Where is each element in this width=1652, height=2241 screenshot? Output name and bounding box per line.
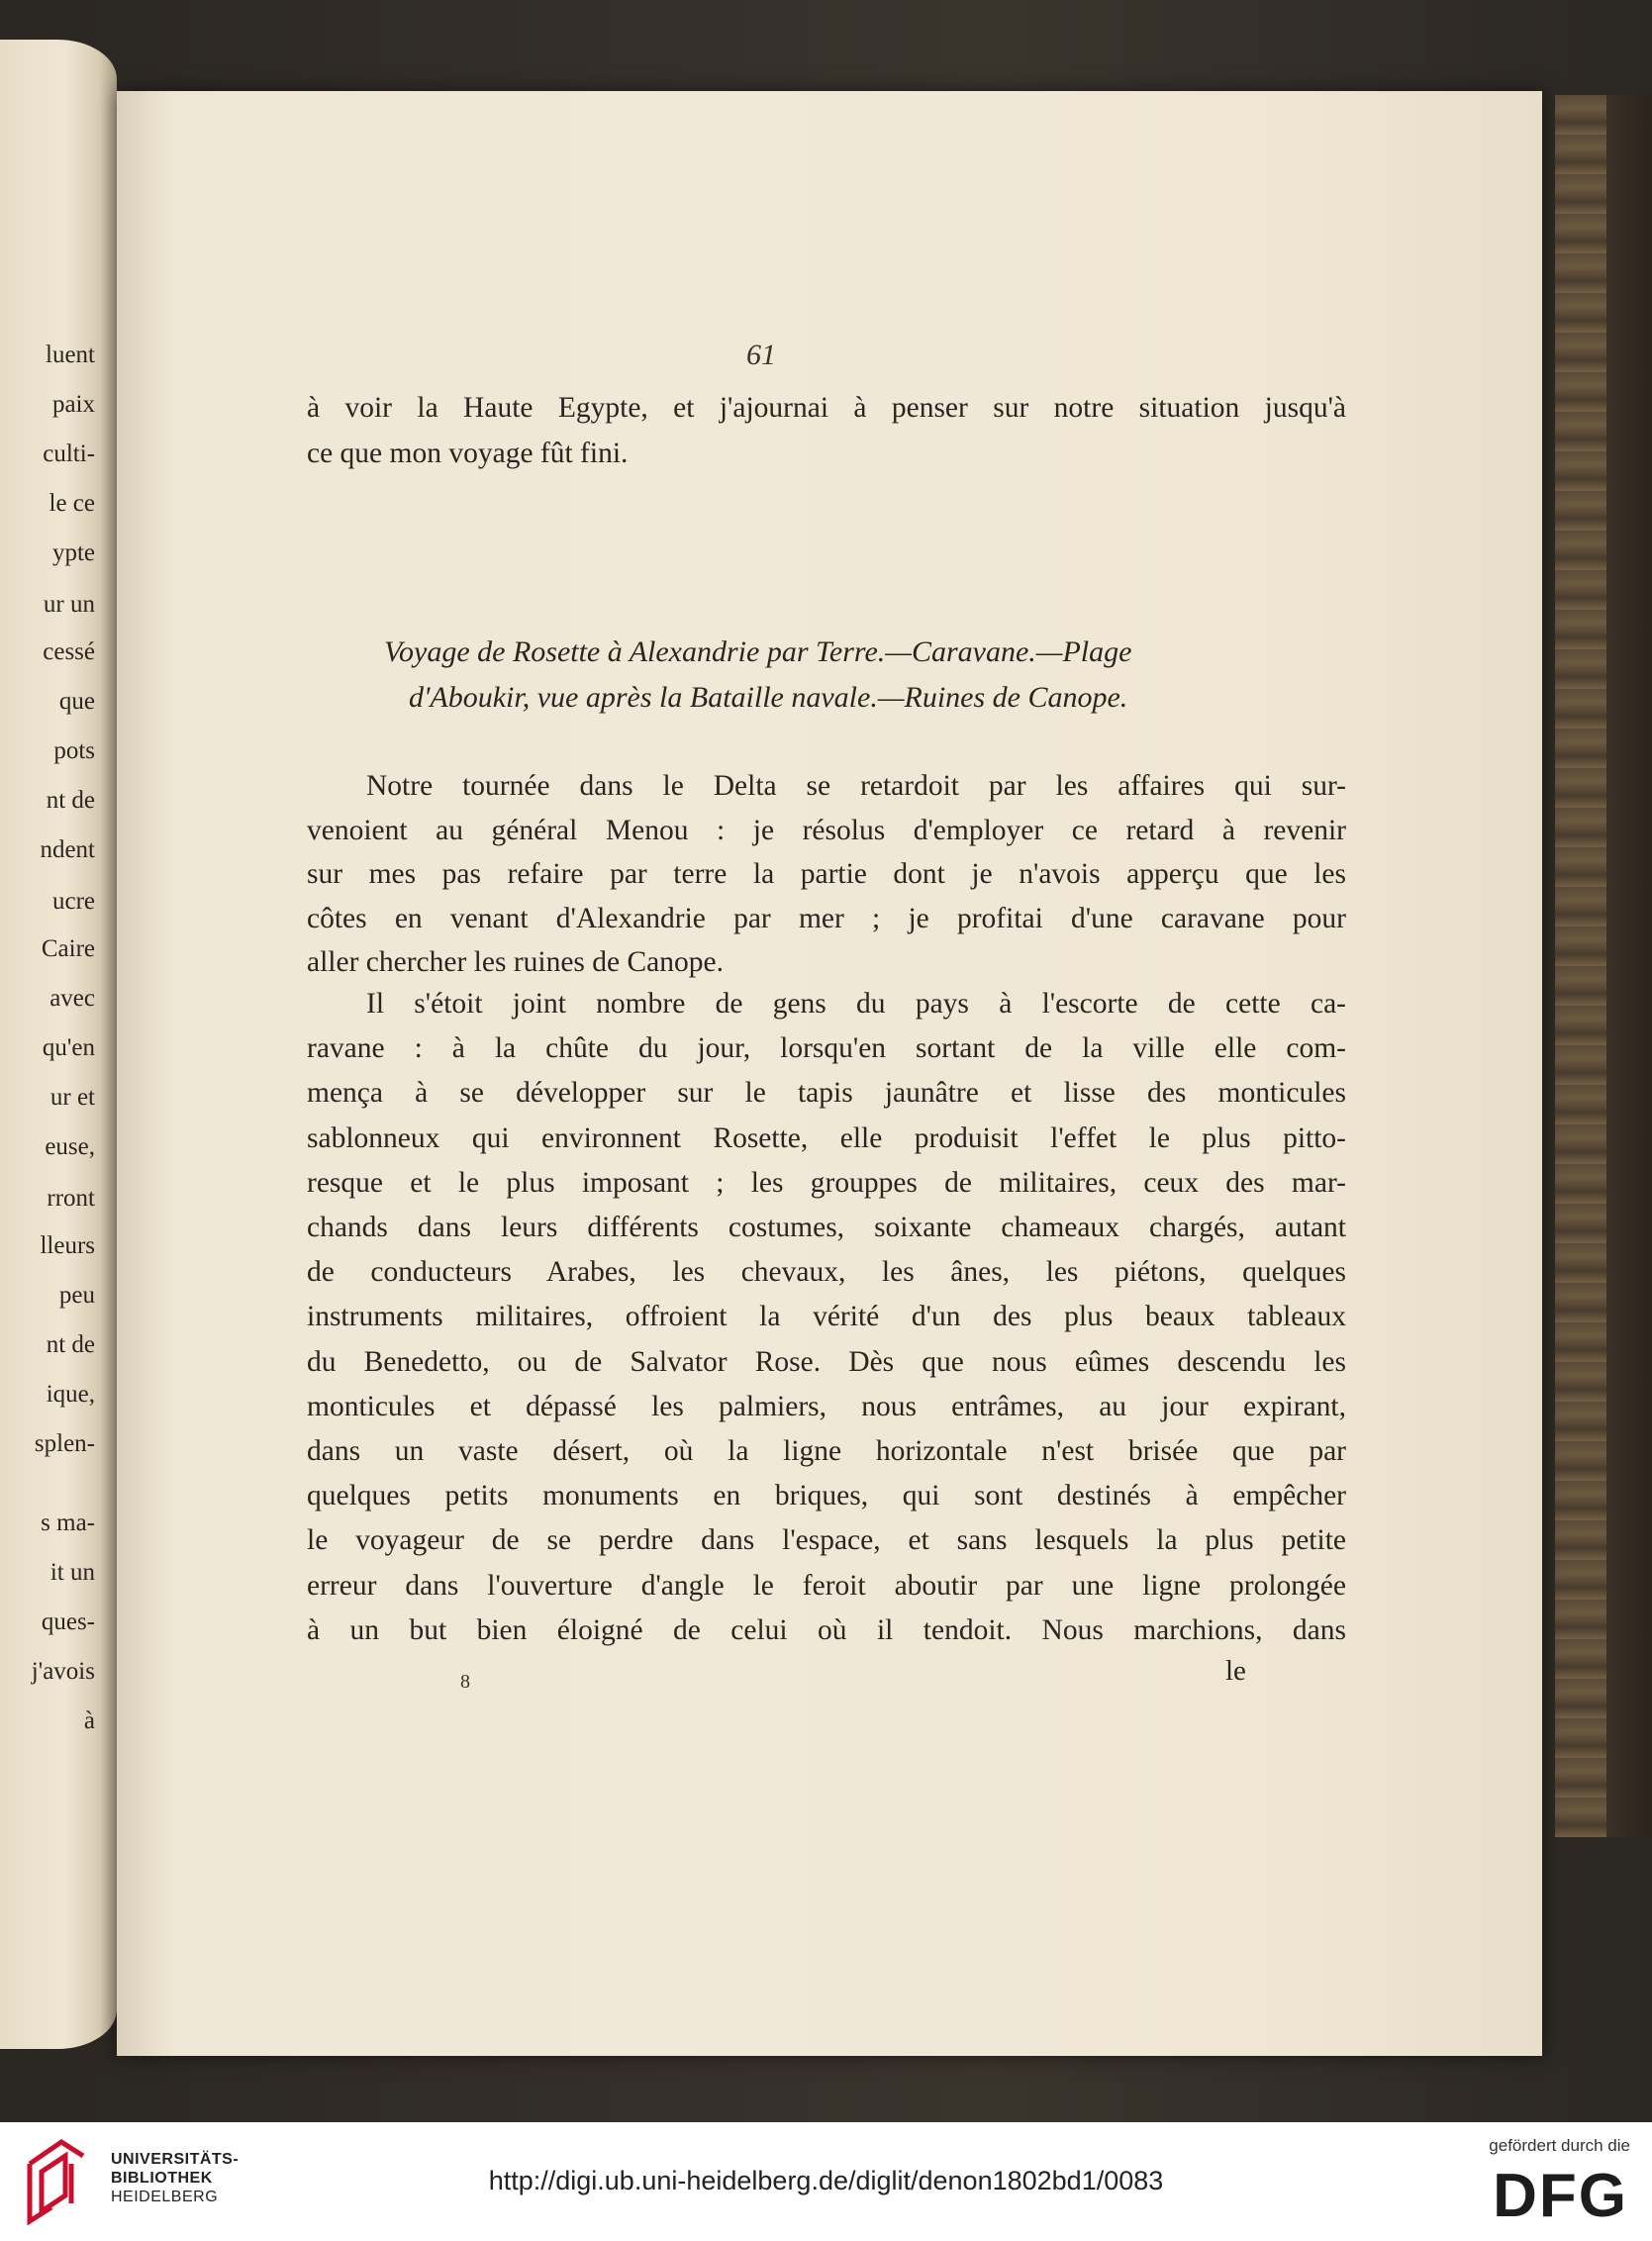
left-page-line: peu: [58, 1282, 95, 1309]
left-page-line: lleurs: [40, 1232, 95, 1259]
paragraph-1-line: venoient au général Menou : je résolus d'employer ce retard à revenir: [307, 814, 1346, 846]
dfg-logo: DFG: [1493, 2162, 1628, 2230]
previous-page-edge: [0, 40, 117, 2049]
institution-line-2: BIBLIOTHEK: [111, 2170, 213, 2187]
paragraph-2-line: à un but bien éloigné de celui où il tendoit. Nous marchions, dans: [307, 1613, 1346, 1646]
paragraph-1-line: sur mes pas refaire par terre la partie dont je n'avois apperçu que les: [307, 858, 1346, 890]
left-page-line: qu'en: [42, 1034, 95, 1061]
left-page-line: paix: [51, 391, 95, 418]
left-page-line: ique,: [46, 1381, 95, 1408]
left-page-line: le ce: [49, 490, 95, 517]
left-page-line: nt de: [46, 787, 95, 814]
paragraph-2-line: instruments militaires, offroient la vérité d'un des plus beaux tableaux: [307, 1301, 1346, 1333]
left-page-line: ndent: [40, 836, 95, 863]
permalink-url[interactable]: http://digi.ub.uni-heidelberg.de/diglit/denon1802bd1/0083: [488, 2166, 1164, 2195]
left-page-line: ur un: [43, 591, 95, 618]
paragraph-2-line: mença à se développer sur le tapis jaunâtre et lisse des monticules: [307, 1077, 1346, 1110]
chapter-heading-line-2: d'Aboukir, vue après la Bataille navale.—Ruines de Canope.: [409, 681, 1128, 714]
left-page-line: ucre: [51, 888, 95, 915]
paragraph-1-line: aller chercher les ruines de Canope.: [307, 946, 724, 978]
footer-bar: [0, 2122, 1652, 2241]
left-page-line: euse,: [45, 1133, 95, 1160]
left-page-line: avec: [49, 985, 95, 1012]
paragraph-2-line: de conducteurs Arabes, les chevaux, les ânes, les piétons, quelques: [307, 1256, 1346, 1289]
paragraph-1-line: Notre tournée dans le Delta se retardoit par les affaires qui sur-: [366, 770, 1346, 802]
paragraph-1-line: côtes en venant d'Alexandrie par mer ; je profitai d'une caravane pour: [307, 902, 1346, 934]
paragraph-2-line: du Benedetto, ou de Salvator Rose. Dès que nous eûmes descendu les: [307, 1345, 1346, 1378]
paragraph-2-line: Il s'étoit joint nombre de gens du pays à l'escorte de cette ca-: [366, 988, 1346, 1020]
catchword: le: [1225, 1655, 1246, 1687]
left-page-line: que: [58, 688, 95, 715]
left-page-line: Caire: [41, 935, 95, 962]
signature-mark: 8: [460, 1671, 470, 1693]
left-page-line: ques-: [41, 1608, 95, 1635]
left-page-line: j'avois: [31, 1658, 95, 1685]
paragraph-2-line: sablonneux qui environnent Rosette, elle produisit l'effet le plus pitto-: [307, 1121, 1346, 1154]
intro-line: ce que mon voyage fût fini.: [307, 438, 629, 469]
intro-line: à voir la Haute Egypte, et j'ajournai à penser sur notre situation jusqu'à: [307, 392, 1346, 424]
left-page-line: s ma-: [41, 1510, 95, 1536]
left-page-line: it un: [49, 1559, 95, 1586]
page-number: 61: [746, 339, 776, 371]
paragraph-2-line: erreur dans l'ouverture d'angle le feroit aboutir par une ligne prolongée: [307, 1569, 1346, 1602]
paragraph-2-line: ravane : à la chûte du jour, lorsqu'en sortant de la ville elle com-: [307, 1032, 1346, 1065]
paragraph-2-line: quelques petits monuments en briques, qui sont destinés à empêcher: [307, 1480, 1346, 1512]
institution-line-3: HEIDELBERG: [111, 2189, 219, 2205]
paragraph-2-line: chands dans leurs différents costumes, soixante chameaux chargés, autant: [307, 1212, 1346, 1243]
funding-label: gefördert durch die: [1489, 2136, 1630, 2155]
paragraph-2-line: dans un vaste désert, où la ligne horizontale n'est brisée que par: [307, 1435, 1346, 1467]
left-page-line: culti-: [43, 440, 95, 467]
left-page-line: pots: [53, 737, 95, 764]
paragraph-2-line: le voyageur de se perdre dans l'espace, et sans lesquels la plus petite: [307, 1524, 1346, 1557]
left-page-line: cessé: [43, 638, 95, 665]
book-page: [117, 91, 1542, 2056]
paragraph-2-line: monticules et dépassé les palmiers, nous entrâmes, au jour expirant,: [307, 1390, 1346, 1422]
left-page-line: ur et: [49, 1084, 95, 1111]
left-page-line: luent: [46, 341, 95, 368]
left-page-line: nt de: [46, 1331, 95, 1358]
left-page-line: rront: [47, 1185, 95, 1212]
left-page-line: ypte: [51, 539, 95, 566]
institution-line-1: UNIVERSITÄTS-: [111, 2151, 240, 2168]
paragraph-2-line: resque et le plus imposant ; les grouppes de militaires, ceux des mar-: [307, 1166, 1346, 1199]
left-page-line: à: [83, 1707, 95, 1734]
chapter-heading-line-1: Voyage de Rosette à Alexandrie par Terre.—Caravane.—Plage: [384, 635, 1132, 668]
left-page-line: splen-: [34, 1430, 95, 1457]
book-cover-edge: [1555, 95, 1652, 1837]
